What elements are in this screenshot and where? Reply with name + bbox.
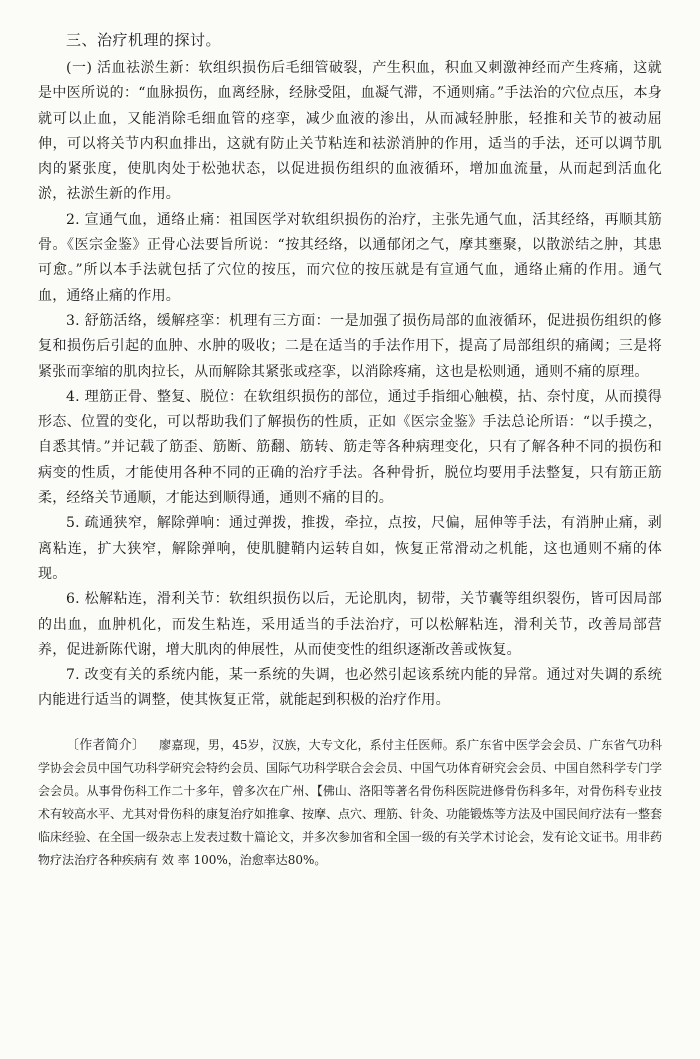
author-bio	[38, 734, 662, 872]
paragraph-7: 7. 改变有关的系统内能，某一系统的失调，也必然引起该系统内能的异常。通过对失调的系统内能进行适当的调整，使其恢复正常，就能起到积极的治疗作用。	[38, 667, 662, 709]
author-bio-label: 〔作者简介〕	[66, 737, 146, 753]
section-title: 三、治疗机理的探讨。	[66, 31, 222, 49]
paragraph-1: (一) 活血祛淤生新：软组织损伤后毛细管破裂，产生积血，积血又刺激神经而产生疼痛，这就是中医所说的：“血脉损伤，血离经脉，经脉受阻，血凝气滞，不通则痛。”手法治的穴位点压，本身就可以止血，又能消除毛细血管的痉挛，减少血液的渗出，从而减轻肿胀，轻推和关节的被动屈伸，可以将关节内积血排出，这就有防止关节粘连和祛淤消肿的作用，适当的手法，还可以调节肌肉的紧张度，使肌肉处于松弛状态，以促进损伤组织的血液循环，增加血流量，从而起到活血化淤，祛淤生新的作用。	[38, 60, 662, 203]
paragraph-5: 5. 疏通狭窄，解除弹响：通过弹拨，推拨，牵拉，点按，尺偏，屈伸等手法，有消肿止痛，剥离粘连，扩大狭窄，解除弹响，使肌腱鞘内运转自如，恢复正常滑动之机能，这也通则不痛的体现。	[38, 515, 662, 582]
paragraph-6: 6. 松解粘连，滑利关节：软组织损伤以后，无论肌肉，韧带，关节囊等组织裂伤，皆可因局部的出血，血肿机化，而发生粘连，采用适当的手法治疗，可以松解粘连，滑利关节，改善局部营养，促进新陈代谢，增大肌肉的伸展性，从而使变性的组织逐渐改善或恢复。	[38, 591, 662, 658]
author-bio-text: 廖嘉现，男，45岁，汉族，大专文化，系付主任医师。系广东省中医学会会员、广东省气功科学协会会员中国气功科学研究会特约会员、国际气功科学联合会会员、中国气功体育研究会会员、中国自然科学专门学会会员。从事骨伤科工作二十多年，曾多次在广州、【佛山、洛阳等著名骨伤科医院进修骨伤科多年，对骨伤科专业技术有较高水平、尤其对骨伤科的康复治疗如推拿、按摩、点穴、理筋、针灸、功能锻炼等方法及中国民间疗法有一整套临床经验、在全国一级杂志上发表过数十篇论文，并多次参加省和全国一级的有关学术讨论会，发有论文证书。用非药物疗法治疗各种疾病有 效 率 100%，治愈率达80%。	[38, 737, 663, 867]
paragraph-2: 2. 宣通气血，通络止痛：祖国医学对软组织损伤的治疗，主张先通气血，活其经络，再顺其筋骨。《医宗金鉴》正骨心法要旨所说：“按其经络，以通郁闭之气，摩其壅聚，以散淤结之肿，其患可愈。”所以本手法就包括了穴位的按压，而穴位的按压就是有宣通气血，通络止痛的作用。通气血，通络止痛的作用。	[38, 211, 662, 304]
paragraph-4: 4. 理筋正骨、整复、脱位：在软组织损伤的部位，通过手指细心触模，拈、奈忖度，从而摸得形态、位置的变化，可以帮助我们了解损伤的性质，正如《医宗金鉴》手法总论所语：“以手摸之，自悉其情。”并记载了筋歪、筋断、筋翻、筋转、筋走等各种病理变化，只有了解各种不同的损伤和病变的性质，才能使用各种不同的正确的治疗手法。各种骨折，脱位均要用手法整复，只有筋正筋柔，经络关节通顺，才能达到顺得通，通则不痛的目的。	[38, 388, 662, 507]
paragraph-3: 3. 舒筋活络，缓解痉挛：机理有三方面：一是加强了损伤局部的血液循环，促进损伤组织的修复和损伤后引起的血肿、水肿的吸收；二是在适当的手法作用下，提高了局部组织的痛阈；三是将紧张而挛缩的肌肉拉长，从而解除其紧张或痉挛，以消除疼痛，这也是松则通，通则不痛的原理。	[38, 312, 662, 380]
document-page	[38, 30, 662, 872]
